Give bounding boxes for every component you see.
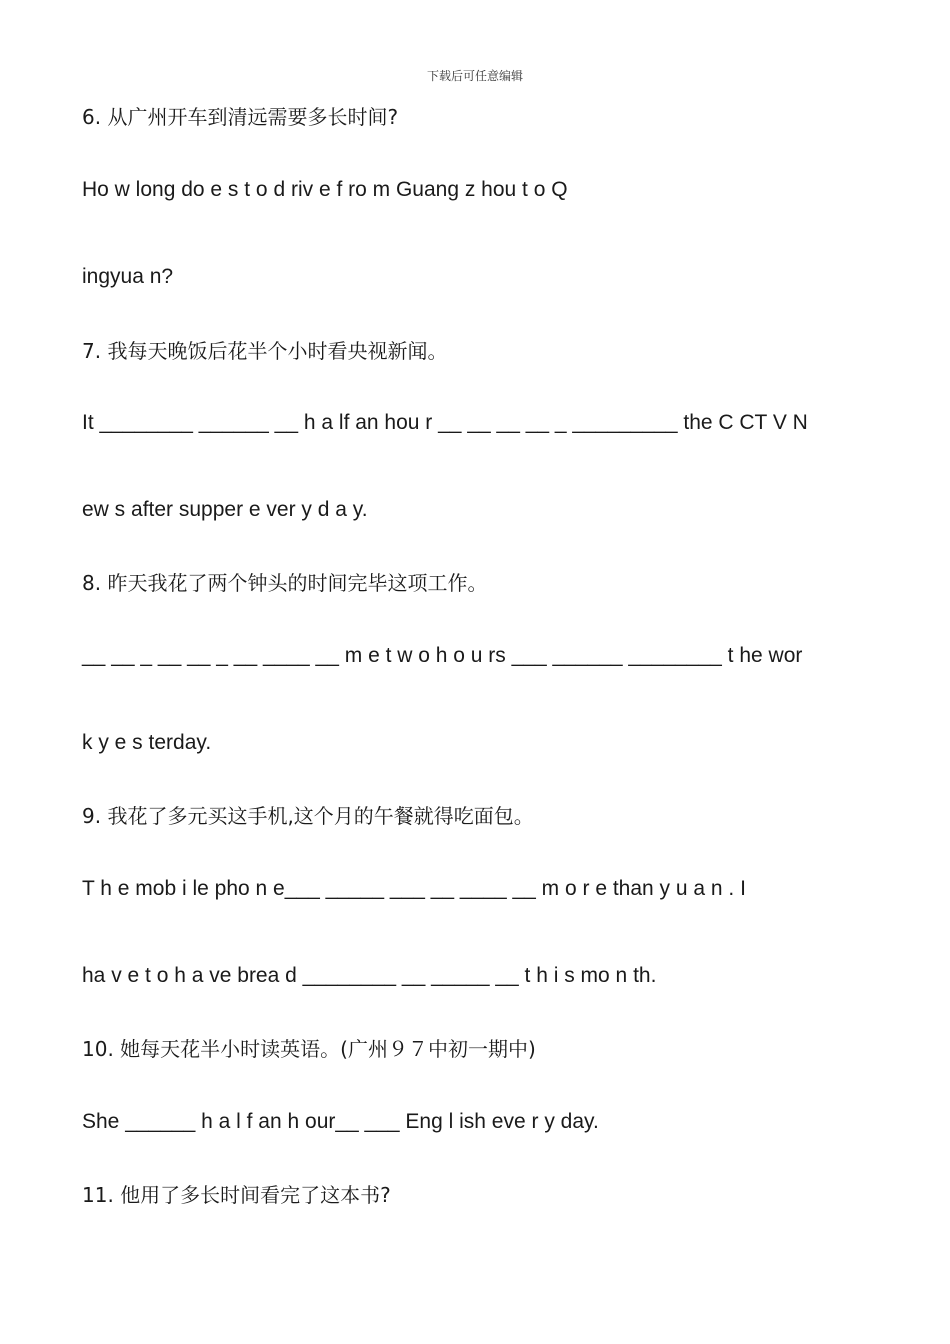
question-11-chinese: 11. 他用了多长时间看完了这本书?: [82, 1183, 391, 1207]
question-7-chinese: 7. 我每天晚饭后花半个小时看央视新闻。: [82, 339, 448, 363]
question-9-chinese: 9. 我花了多元买这手机,这个月的午餐就得吃面包。: [82, 804, 534, 828]
question-8-english-line-2: k y e s terday.: [82, 731, 212, 754]
question-10-chinese: 10. 她每天花半小时读英语。(广州９７中初一期中): [82, 1037, 536, 1061]
question-8-chinese: 8. 昨天我花了两个钟头的时间完毕这项工作。: [82, 571, 488, 595]
question-9-english-line-1: T h e mob i le pho n e___ _____ ___ __ ____ __ m o r e than y u a n . I: [82, 877, 746, 900]
question-6-english-line-1: Ho w long do e s t o d riv e f ro m Guang z hou t o Q: [82, 178, 568, 201]
question-10-english-line-1: She ______ h a l f an h our__ ___ Eng l ish eve r y day.: [82, 1110, 599, 1133]
page-header: 下载后可任意编辑: [426, 69, 523, 83]
question-6-chinese: 6. 从广州开车到清远需要多长时间?: [82, 105, 399, 129]
question-7-english-line-2: ew s after supper e ver y d a y.: [82, 498, 368, 521]
question-9-english-line-2: ha v e t o h a ve brea d ________ __ _____ __ t h i s mo n th.: [82, 964, 657, 987]
question-7-english-line-1: It ________ ______ __ h a lf an hou r __ __ __ __ _ _________ the C CT V N: [82, 411, 808, 434]
question-8-english-line-1: __ __ _ __ __ _ __ ____ __ m e t w o h o u rs ___ ______ ________ t he wor: [82, 644, 803, 667]
question-6-english-line-2: ingyua n?: [82, 265, 174, 288]
